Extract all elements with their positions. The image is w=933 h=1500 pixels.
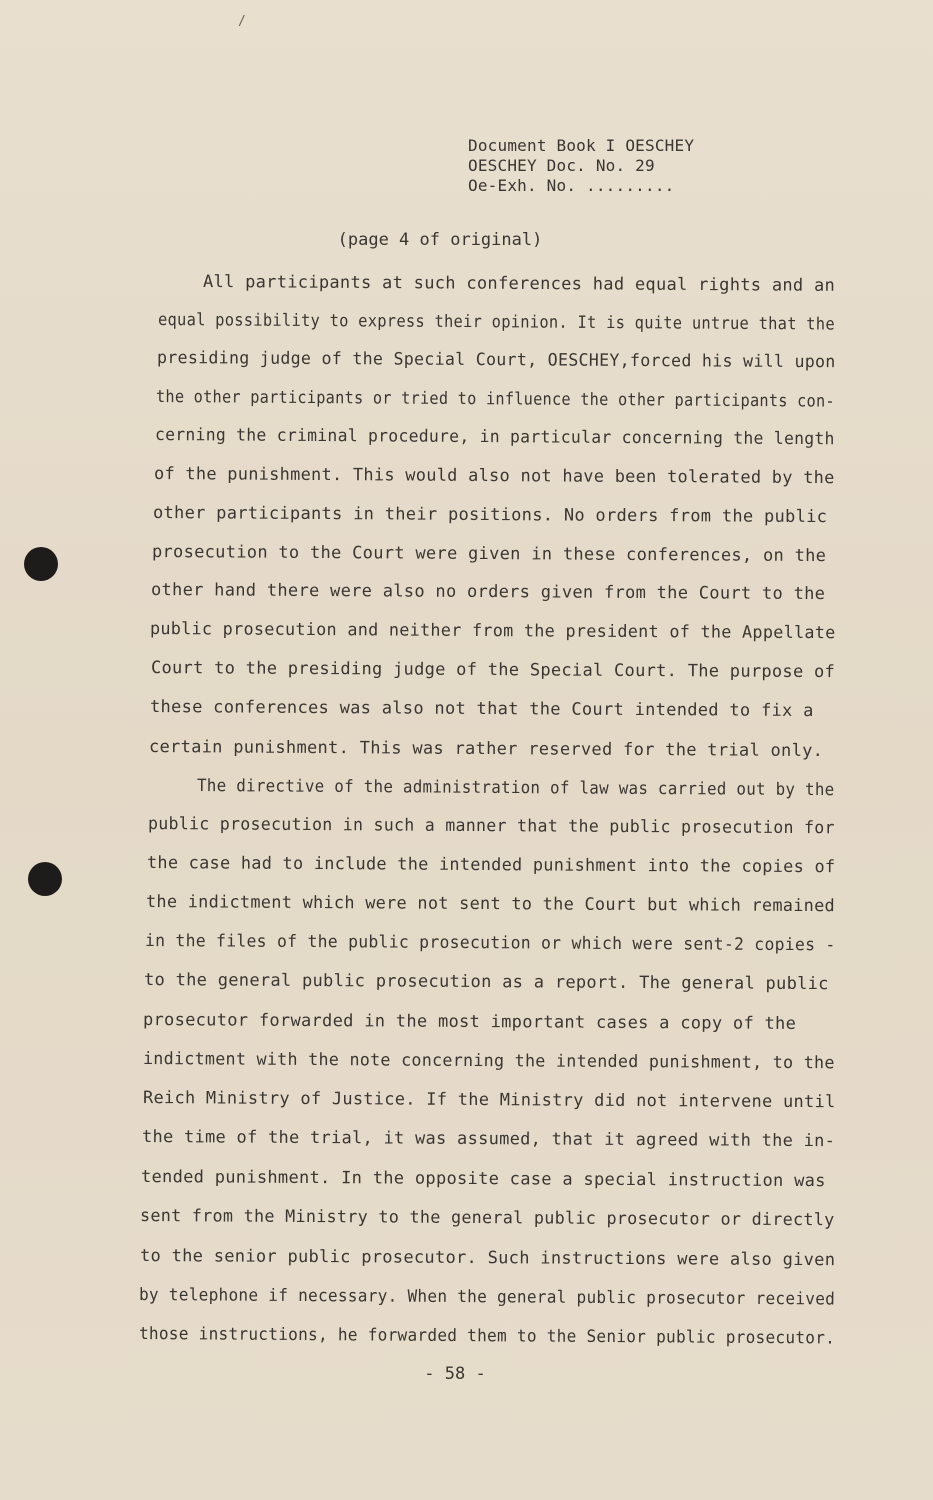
text-line: presiding judge of the Special Court, OESCHEY,forced his will upon [156, 348, 836, 373]
text-line: the case had to include the intended punishment into the copies of [146, 853, 836, 878]
header-document-book: Document Book I OESCHEY [468, 136, 695, 155]
text-line: All participants at such conferences had equal rights and an [202, 272, 836, 296]
text-line: Reich Ministry of Justice. If the Ministry did not intervene until [142, 1088, 836, 1113]
text-line: other hand there were also no orders given from the Court to the [150, 580, 826, 605]
document-header [468, 136, 694, 196]
text-line: the indictment which were not sent to the Court but which remained [145, 892, 836, 917]
text-line: Court to the presiding judge of the Special Court. The purpose of [150, 658, 836, 683]
text-line: to the general public prosecution as a report. The general public [143, 970, 829, 995]
punch-hole-upper [24, 547, 58, 581]
text-line: of the punishment. This would also not have been tolerated by the [153, 464, 835, 489]
text-line: prosecution to the Court were given in these conferences, on the [151, 542, 827, 567]
text-line: the other participants or tried to influence the other participants con- [155, 387, 835, 412]
text-line: to the senior public prosecutor. Such instructions were also given [139, 1246, 836, 1271]
text-line: prosecutor forwarded in the most important cases a copy of the [142, 1010, 797, 1034]
text-line: sent from the Ministry to the general public prosecutor or directly [139, 1206, 835, 1231]
text-line: those instructions, he forwarded them to the Senior public prosecutor. [138, 1324, 836, 1349]
header-doc-number: OESCHEY Doc. No. 29 [468, 156, 655, 175]
text-line: certain punishment. This was rather reserved for the trial only. [148, 737, 824, 762]
text-line: these conferences was also not that the Court intended to fix a [149, 697, 814, 722]
text-line: public prosecution in such a manner that the public prosecution for [147, 814, 835, 839]
text-line: other participants in their positions. No orders from the public [152, 503, 828, 528]
text-line: equal possibility to express their opinion. It is quite untrue that the [157, 310, 835, 335]
text-line: cerning the criminal procedure, in particular concerning the length [154, 425, 835, 450]
page-number: - 58 - [424, 1364, 486, 1384]
original-page-note: (page 4 of original) [337, 230, 543, 250]
text-line: tended punishment. In the opposite case a special instruction was [140, 1167, 826, 1192]
punch-hole-lower [28, 862, 62, 896]
text-line: in the files of the public prosecution or which were sent-2 copies - [144, 931, 836, 956]
text-line: public prosecution and neither from the president of the Appellate [149, 619, 836, 644]
text-line: by telephone if necessary. When the general public prosecutor received [138, 1285, 836, 1310]
header-exhibit-number: Oe-Exh. No. ......... [468, 176, 675, 195]
text-line: indictment with the note concerning the intended punishment, to the [142, 1049, 835, 1074]
text-line: The directive of the administration of law was carried out by the [196, 776, 835, 801]
stray-pen-mark: / [238, 14, 246, 29]
text-line: the time of the trial, it was assumed, that it agreed with the in- [141, 1127, 836, 1152]
